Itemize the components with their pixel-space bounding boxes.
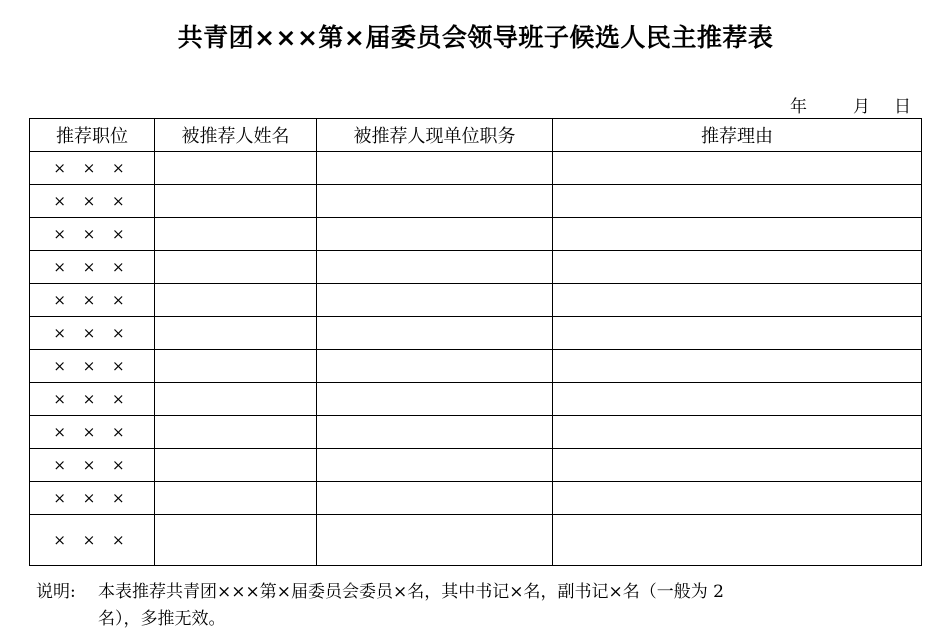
nominee-job-cell[interactable]: [317, 449, 553, 482]
table-row: [30, 383, 922, 416]
nominee-name-cell[interactable]: [155, 185, 317, 218]
document-title: 共青团×××第×届委员会领导班子候选人民主推荐表: [177, 23, 774, 52]
note-text-1: 本表推荐共青团×××第×届委员会委员×名，其中书记×名，副书记×名（一般为 2: [98, 582, 724, 602]
nominee-name-cell[interactable]: [155, 317, 317, 350]
table-row: [30, 185, 922, 218]
table-row: [30, 218, 922, 251]
nominee-job-cell[interactable]: [317, 284, 553, 317]
position-cell: × × ×: [30, 416, 155, 449]
nominee-name-cell[interactable]: [155, 284, 317, 317]
nominee-job-cell[interactable]: [317, 383, 553, 416]
table-row: [30, 416, 922, 449]
nominee-job-cell[interactable]: [317, 482, 553, 515]
nominee-job-cell[interactable]: [317, 185, 553, 218]
reason-cell[interactable]: [553, 251, 922, 284]
header-position: 推荐职位: [30, 119, 155, 152]
note-label: 说明:: [36, 582, 76, 602]
nominee-job-cell[interactable]: [317, 416, 553, 449]
position-cell: × × ×: [30, 251, 155, 284]
reason-cell[interactable]: [553, 218, 922, 251]
table-header-row: [30, 119, 922, 152]
date-line: [790, 92, 911, 117]
table-row: [30, 350, 922, 383]
table-row: [30, 482, 922, 515]
position-cell: × × ×: [30, 482, 155, 515]
nominee-job-cell[interactable]: [317, 152, 553, 185]
reason-cell[interactable]: [553, 515, 922, 566]
reason-cell[interactable]: [553, 416, 922, 449]
position-cell: × × ×: [30, 350, 155, 383]
nominee-name-cell[interactable]: [155, 449, 317, 482]
table-row: [30, 251, 922, 284]
position-cell: × × ×: [30, 383, 155, 416]
note-line-1: [36, 579, 926, 606]
reason-cell[interactable]: [553, 185, 922, 218]
nominee-job-cell[interactable]: [317, 317, 553, 350]
position-cell: × × ×: [30, 515, 155, 566]
nominee-name-cell[interactable]: [155, 251, 317, 284]
nominee-name-cell[interactable]: [155, 218, 317, 251]
nominee-job-cell[interactable]: [317, 218, 553, 251]
explanatory-note: [36, 579, 926, 633]
nominee-job-cell[interactable]: [317, 515, 553, 566]
position-cell: × × ×: [30, 152, 155, 185]
header-nominee-name: 被推荐人姓名: [155, 119, 317, 152]
reason-cell[interactable]: [553, 152, 922, 185]
header-reason: 推荐理由: [553, 119, 922, 152]
nominee-name-cell[interactable]: [155, 350, 317, 383]
position-cell: × × ×: [30, 218, 155, 251]
reason-cell[interactable]: [553, 284, 922, 317]
nominee-job-cell[interactable]: [317, 350, 553, 383]
recommendation-table: [29, 118, 922, 566]
date-day-label: 日: [894, 97, 911, 117]
position-cell: × × ×: [30, 185, 155, 218]
position-cell: × × ×: [30, 284, 155, 317]
table-row: [30, 515, 922, 566]
table-row: [30, 317, 922, 350]
nominee-name-cell[interactable]: [155, 515, 317, 566]
note-line-2: 名），多推无效。: [98, 609, 226, 629]
reason-cell[interactable]: [553, 317, 922, 350]
reason-cell[interactable]: [553, 449, 922, 482]
position-cell: × × ×: [30, 449, 155, 482]
date-month-label: 月: [853, 97, 870, 117]
nominee-name-cell[interactable]: [155, 152, 317, 185]
nominee-name-cell[interactable]: [155, 383, 317, 416]
position-cell: × × ×: [30, 317, 155, 350]
nominee-job-cell[interactable]: [317, 251, 553, 284]
reason-cell[interactable]: [553, 383, 922, 416]
table-row: [30, 284, 922, 317]
nominee-name-cell[interactable]: [155, 482, 317, 515]
reason-cell[interactable]: [553, 482, 922, 515]
nominee-name-cell[interactable]: [155, 416, 317, 449]
reason-cell[interactable]: [553, 350, 922, 383]
table-row: [30, 152, 922, 185]
header-nominee-current-job: 被推荐人现单位职务: [317, 119, 553, 152]
table-row: [30, 449, 922, 482]
date-year-label: 年: [790, 97, 807, 117]
